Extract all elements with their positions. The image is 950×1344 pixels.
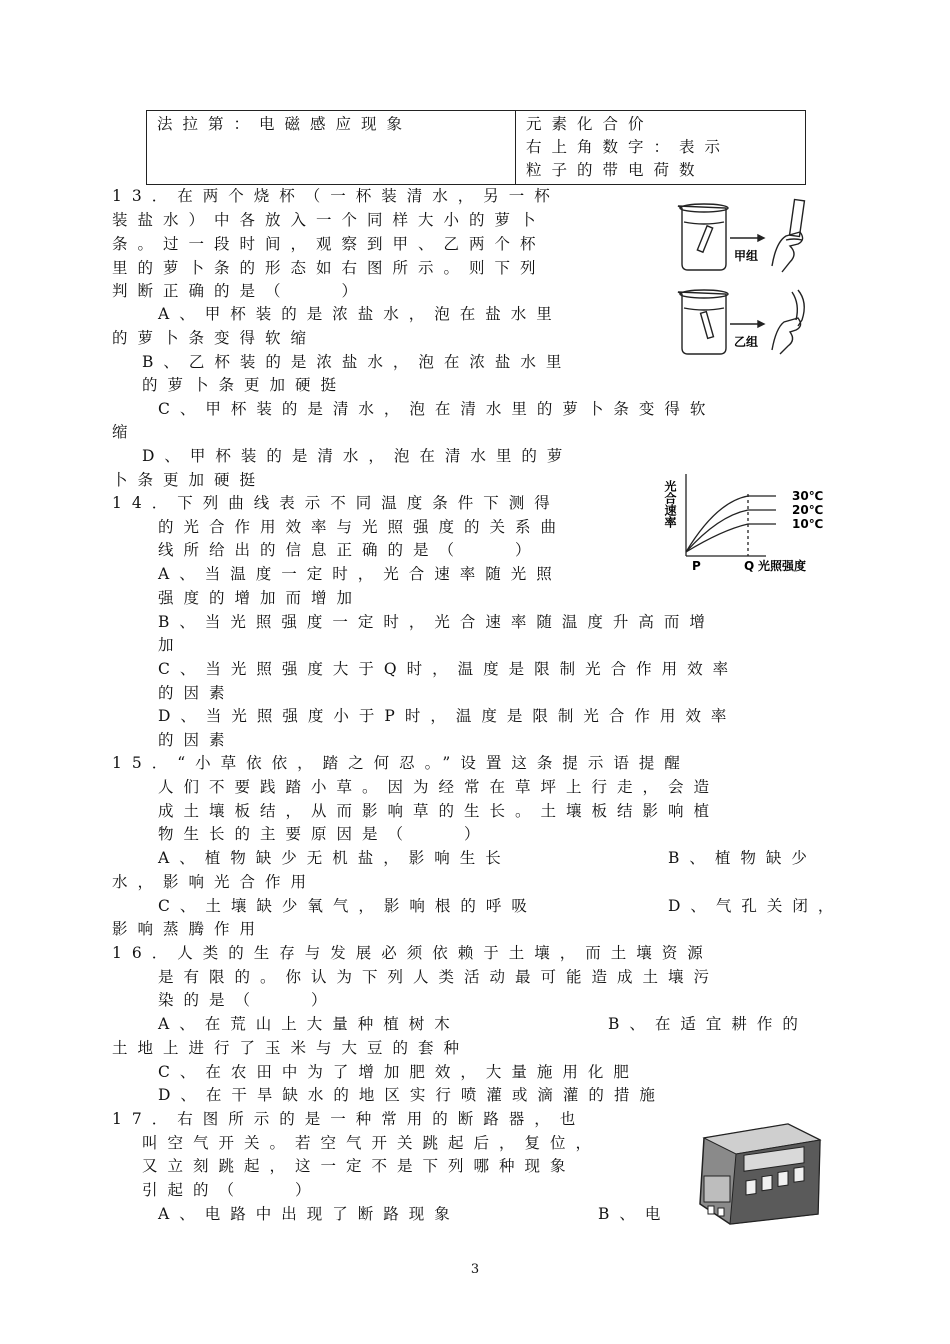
q13-stem: 判断正确的是（ ） — [112, 282, 368, 300]
q16-option-b: 土地上进行了玉米与大豆的套种 — [112, 1039, 470, 1057]
q15-stem: 15．“小草依依，踏之何忍。”设置这条提示语提醒 — [112, 754, 690, 772]
q16-stem: 16．人类的生存与发展必须依赖于土壤，而土壤资源 — [112, 944, 713, 962]
q14-stem: 14．下列曲线表示不同温度条件下测得 — [112, 494, 560, 512]
q14-stem: 的光合作用效率与光照强度的关系曲 — [158, 518, 567, 536]
q14-option-d: D、当光照强度小于P时，温度是限制光合作用效率 — [158, 707, 737, 725]
graph-tick-q: Q — [744, 559, 755, 573]
q13-stem: 条。过一段时间，观察到甲、乙两个杯 — [112, 235, 546, 253]
q16-stem: 染的是（ ） — [158, 991, 337, 1009]
q13-stem: 13．在两个烧杯（一杯装清水，另一杯 — [112, 187, 560, 205]
q13-option-d: 卜条更加硬挺 — [112, 471, 266, 489]
q13-stem: 里的萝卜条的形态如右图所示。则下列 — [112, 259, 546, 277]
q14-option-a: 强度的增加而增加 — [158, 589, 363, 607]
q13-stem: 装盐水）中各放入一个同样大小的萝卜 — [112, 211, 546, 229]
series-label: 10℃ — [792, 517, 824, 531]
q15-stem: 物生长的主要原因是（ ） — [158, 825, 490, 843]
q17-option-a: A、电路中出现了断路现象 — [158, 1205, 460, 1223]
q15-stem: 人们不要践踏小草。因为经常在草坪上行走，会造 — [158, 778, 720, 796]
q14-option-a: A、当温度一定时，光合速率随光照 — [158, 565, 562, 583]
q15-stem: 成土壤板结，从而影响草的生长。土壤板结影响植 — [158, 802, 720, 820]
q14-option-c: 的因素 — [158, 684, 235, 702]
page-number: 3 — [470, 1262, 480, 1277]
header-right-line: 右上角数字：表示 — [526, 138, 731, 156]
q14-option-d: 的因素 — [158, 731, 235, 749]
q17-stem: 17．右图所示的是一种常用的断路器，也 — [112, 1110, 586, 1128]
q15-option-c: C、土壤缺少氧气，影响根的呼吸 — [158, 897, 537, 915]
header-right-line: 粒子的带电荷数 — [526, 161, 705, 179]
q14-option-b: 加 — [158, 636, 184, 654]
graph-tick-p: P — [692, 559, 701, 573]
q15-option-d: D、气孔关闭， — [668, 897, 844, 915]
q17-stem: 叫空气开关。若空气开关跳起后，复位， — [142, 1134, 602, 1152]
q16-option-b: B、在适宜耕作的 — [608, 1015, 808, 1033]
q15-option-b: B、植物缺少 — [668, 849, 817, 867]
series-label: 30℃ — [792, 489, 824, 503]
q13-option-c: 缩 — [112, 423, 138, 441]
q16-option-d: D、在干旱缺水的地区实行喷灌或滴灌的措施 — [158, 1086, 665, 1104]
circuit-breaker-image — [696, 1118, 824, 1226]
q17-option-b: B、电 — [598, 1205, 671, 1223]
label-yi-group: 乙组 — [734, 335, 759, 349]
q15-option-b: 水，影响光合作用 — [112, 873, 317, 891]
q15-option-d: 影响蒸腾作用 — [112, 920, 266, 938]
q17-stem: 又立刻跳起，这一定不是下列哪种现象 — [142, 1157, 576, 1175]
q13-option-c: C、甲杯装的是清水，泡在清水里的萝卜条变得软 — [158, 400, 716, 418]
beaker-figure — [672, 196, 822, 361]
q16-stem: 是有限的。你认为下列人类活动最可能造成土壤污 — [158, 968, 720, 986]
q13-option-a: 的萝卜条变得软缩 — [112, 329, 317, 347]
label-jia-group: 甲组 — [734, 249, 759, 263]
header-left-cell: 法拉第：电磁感应现象 — [147, 111, 516, 185]
q13-option-b: B、乙杯装的是浓盐水，泡在浓盐水里 — [142, 353, 572, 371]
q14-option-b: B、当光照强度一定时，光合速率随温度升高而增 — [158, 613, 715, 631]
graph-xlabel: 光照强度 — [758, 559, 807, 573]
q17-stem: 引起的（ ） — [142, 1181, 321, 1199]
q13-option-d: D、甲杯装的是清水，泡在清水里的萝 — [142, 447, 573, 465]
q16-option-a: A、在荒山上大量种植树木 — [158, 1015, 460, 1033]
photosynthesis-graph — [663, 466, 831, 581]
series-label: 20℃ — [792, 503, 824, 517]
graph-ylabel: 光合速率 — [663, 480, 677, 528]
header-right-line: 元素化合价 — [526, 115, 654, 133]
header-right-cell — [516, 111, 806, 185]
q14-stem: 线所给出的信息正确的是（ ） — [158, 541, 541, 559]
q15-option-a: A、植物缺少无机盐，影响生长 — [158, 849, 511, 867]
q16-option-c: C、在农田中为了增加肥效，大量施用化肥 — [158, 1063, 639, 1081]
q13-option-b: 的萝卜条更加硬挺 — [142, 376, 347, 394]
q13-option-a: A、甲杯装的是浓盐水，泡在盐水里 — [158, 305, 562, 323]
header-table — [146, 110, 806, 185]
q14-option-c: C、当光照强度大于Q时，温度是限制光合作用效率 — [158, 660, 739, 678]
